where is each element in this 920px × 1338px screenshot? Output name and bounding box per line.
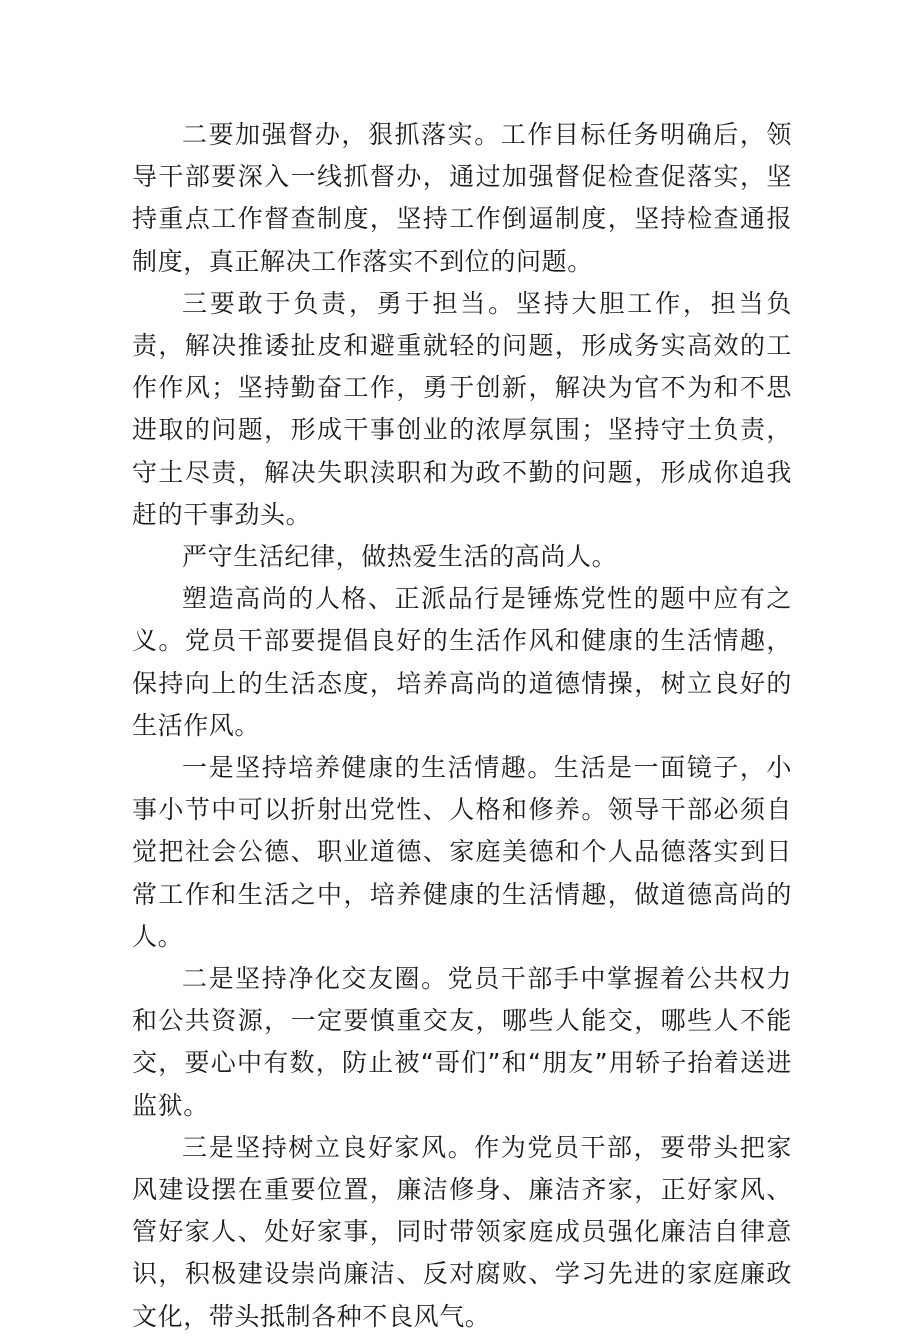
paragraph-life-discipline-heading: 严守生活纪律，做热爱生活的高尚人。 [182,542,618,572]
document-body [132,114,792,1338]
paragraph-supervision: 二要加强督办，狠抓落实。工作目标任务明确后，领导干部要深入一线抓督办，通过加强督促检查促落实，坚持重点工作督查制度，坚持工作倒逼制度，坚持检查通报制度，真正解决工作落实不到位的问题。 [132,120,792,276]
paragraph-noble-character: 塑造高尚的人格、正派品行是锤炼党性的题中应有之义。党员干部要提倡良好的生活作风和健康的生活情趣，保持向上的生活态度，培养高尚的道德情操，树立良好的生活作风。 [132,584,792,740]
paragraph-family-style: 三是坚持树立良好家风。作为党员干部，要带头把家风建设摆在重要位置，廉洁修身、廉洁齐家，正好家风、管好家人、处好家事，同时带领家庭成员强化廉洁自律意识，积极建设崇尚廉洁、反对腐败、学习先进的家庭廉政文化，带头抵制各种不良风气。 [132,1132,792,1331]
paragraph-healthy-interests: 一是坚持培养健康的生活情趣。生活是一面镜子，小事小节中可以折射出党性、人格和修养。领导干部必须自觉把社会公德、职业道德、家庭美德和个人品德落实到日常工作和生活之中，培养健康的生活情趣，做道德高尚的人。 [132,753,792,951]
paragraph-responsibility: 三要敢于负责，勇于担当。坚持大胆工作，担当负责，解决推诿扯皮和避重就轻的问题，形成务实高效的工作作风；坚持勤奋工作，勇于创新，解决为官不为和不思进取的问题，形成干事创业的浓厚氛围；坚持守土负责，守土尽责，解决失职渎职和为政不勤的问题，形成你追我赶的干事劲头。 [132,288,792,529]
paragraph-friend-circle: 二是坚持净化交友圈。党员干部手中掌握着公共权力和公共资源，一定要慎重交友，哪些人能交，哪些人不能交，要心中有数，防止被“哥们”和“朋友”用轿子抬着送进监狱。 [132,964,792,1120]
